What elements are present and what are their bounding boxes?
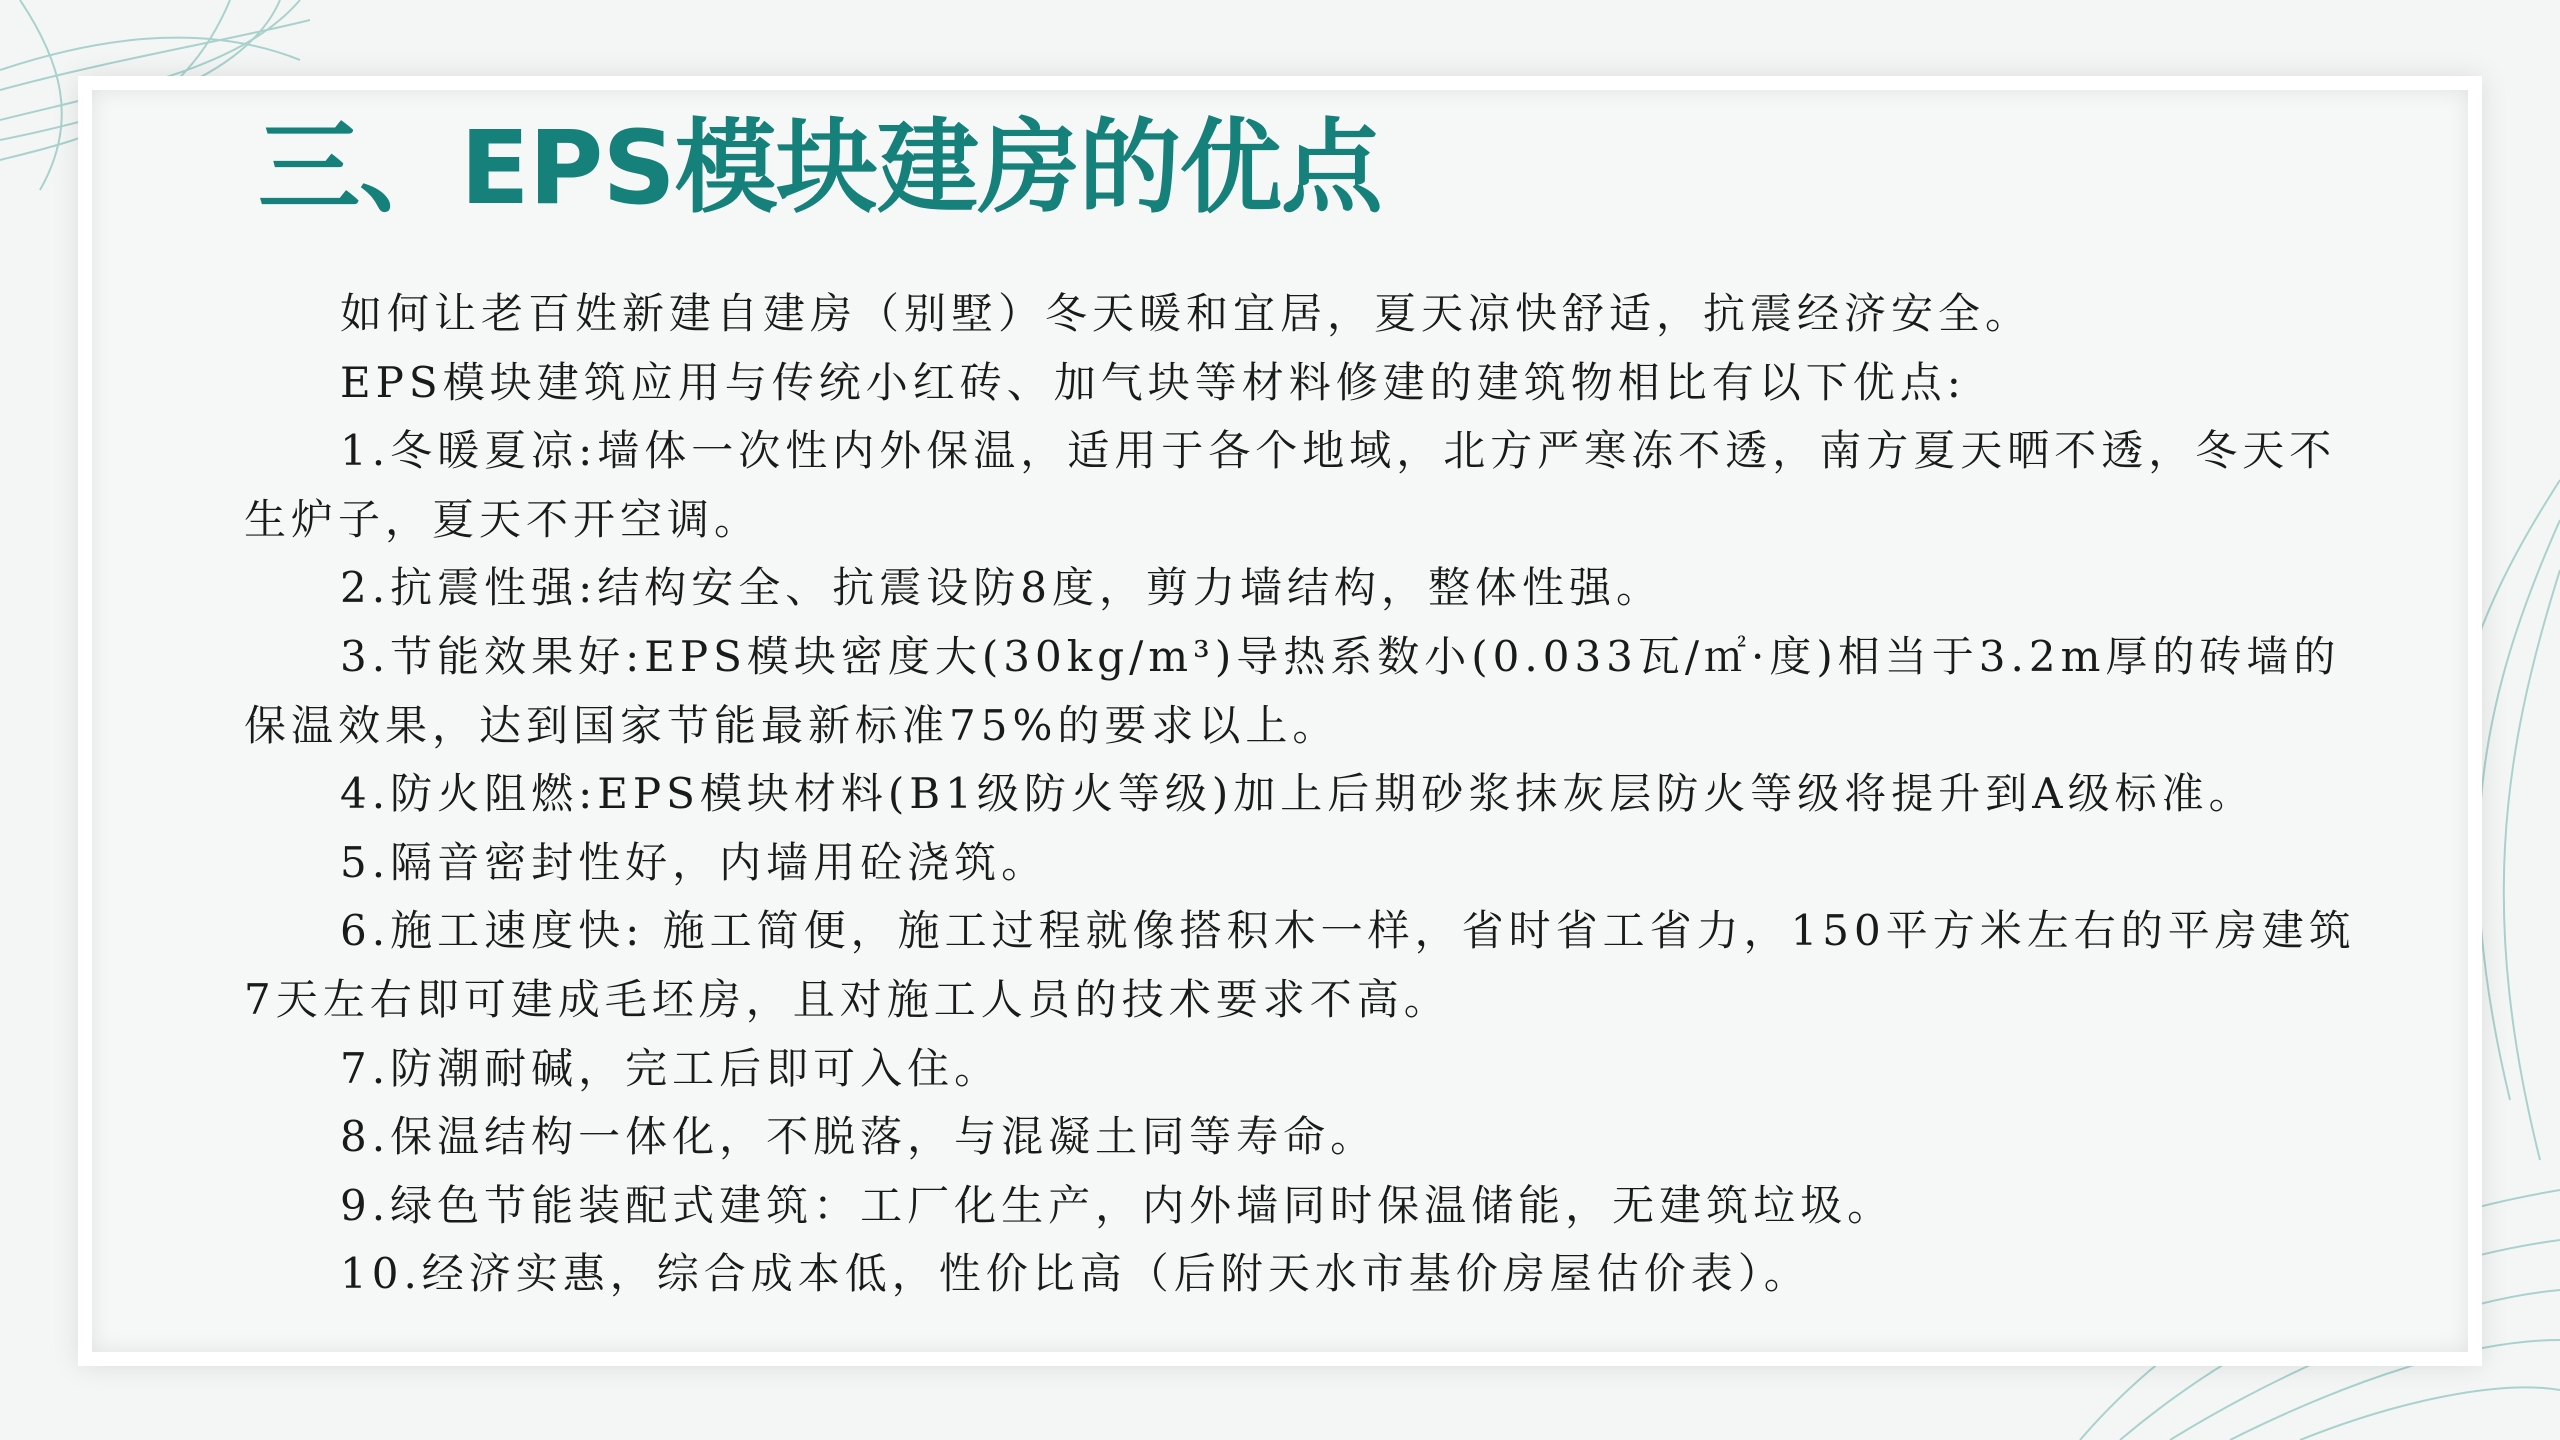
advantage-item: 10.经济实惠，综合成本低，性价比高（后附天水市基价房屋估价表）。 <box>340 1249 1811 1299</box>
slide-title: 三、EPS模块建房的优点 <box>258 109 1382 228</box>
intro-paragraph: 如何让老百姓新建自建房（别墅）冬天暖和宜居，夏天凉快舒适，抗震经济安全。 <box>340 289 2033 338</box>
advantage-item: 7.防潮耐碱，完工后即可入住。 <box>340 1043 1002 1093</box>
advantage-item: 2.抗震性强:结构安全、抗震设防8度，剪力墙结构，整体性强。 <box>340 563 1663 613</box>
intro-paragraph: EPS模块建筑应用与传统小红砖、加气块等材料修建的建筑物相比有以下优点: <box>340 357 1966 407</box>
advantage-item: 5.隔音密封性好，内墙用砼浇筑。 <box>340 837 1049 887</box>
advantage-item: 8.保温结构一体化，不脱落，与混凝土同等寿命。 <box>340 1112 1378 1162</box>
advantage-item: 3.节能效果好:EPS模块密度大(30kg/m³)导热系数小(0.033瓦/㎡·度)相当于3.2m厚的砖墙的保温效果，达到国家节能最新标准75%的要求以上。 <box>244 631 2341 750</box>
advantage-item: 6.施工速度快: 施工简便，施工过程就像搭积木一样，省时省工省力，150平方米左右的平房建筑7天左右即可建成毛坯房，且对施工人员的技术要求不高。 <box>244 906 2356 1024</box>
content-body <box>244 280 2364 1309</box>
advantage-item: 1.冬暖夏凉:墙体一次性内外保温，适用于各个地域，北方严寒冻不透，南方夏天晒不透，冬天不生炉子，夏天不开空调。 <box>244 426 2337 544</box>
advantage-item: 9.绿色节能装配式建筑：工厂化生产，内外墙同时保温储能，无建筑垃圾。 <box>340 1180 1895 1230</box>
advantage-item: 4.防火阻燃:EPS模块材料(B1级防火等级)加上后期砂浆抹灰层防火等级将提升到A级标准。 <box>340 769 2256 819</box>
